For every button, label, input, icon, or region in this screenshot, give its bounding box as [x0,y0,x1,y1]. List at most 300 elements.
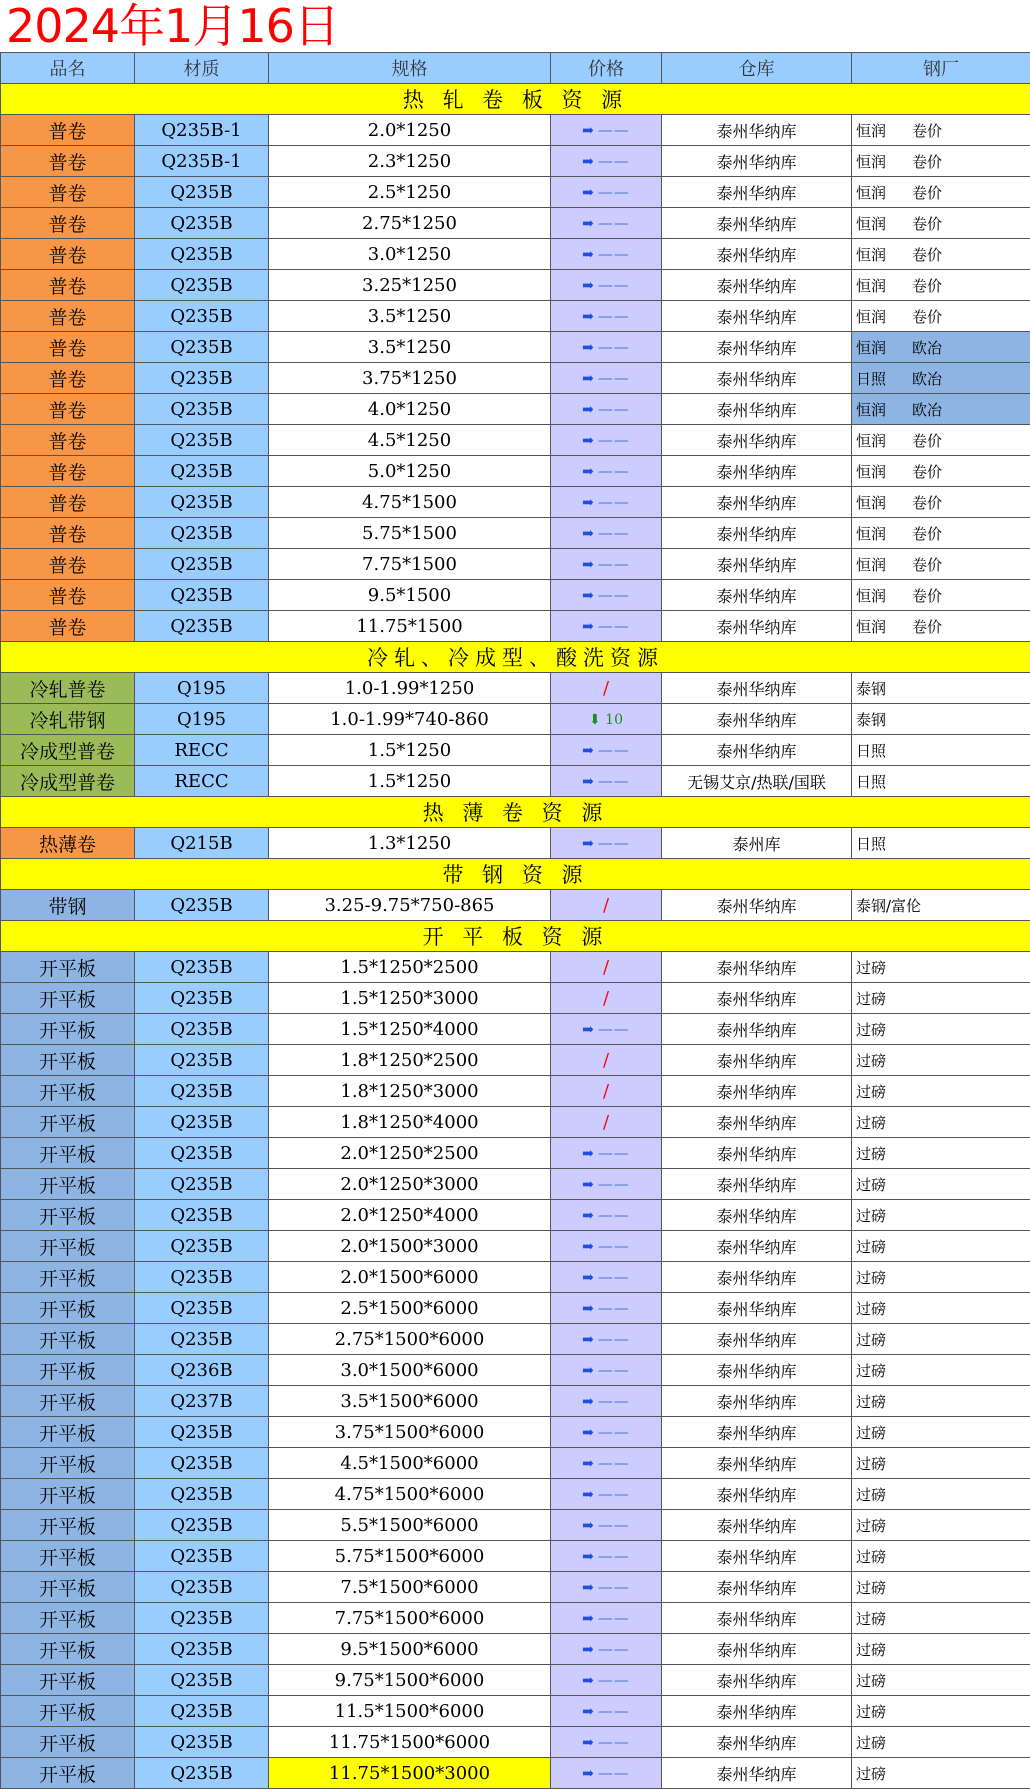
warehouse-cell[interactable]: 泰州华纳库 [662,1572,852,1603]
warehouse-cell[interactable]: 泰州华纳库 [662,1045,852,1076]
product-name-cell[interactable]: 开平板 [1,1634,135,1665]
spec-cell[interactable]: 3.5*1250 [269,332,551,363]
price-cell[interactable] [551,208,662,239]
warehouse-cell[interactable]: 泰州华纳库 [662,1076,852,1107]
price-cell[interactable] [551,1727,662,1758]
spec-cell[interactable]: 3.25-9.75*750-865 [269,890,551,921]
price-cell[interactable] [551,952,662,983]
material-cell[interactable]: RECC [135,766,269,797]
material-cell[interactable]: Q237B [135,1386,269,1417]
material-cell[interactable]: Q235B [135,425,269,456]
price-cell[interactable] [551,704,662,735]
mill-cell[interactable] [852,1541,1030,1572]
price-cell[interactable] [551,1386,662,1417]
warehouse-cell[interactable]: 泰州华纳库 [662,1510,852,1541]
warehouse-cell[interactable]: 泰州华纳库 [662,952,852,983]
warehouse-cell[interactable]: 泰州华纳库 [662,270,852,301]
spec-cell[interactable]: 3.0*1500*6000 [269,1355,551,1386]
material-cell[interactable]: Q195 [135,673,269,704]
material-cell[interactable]: Q235B [135,890,269,921]
spec-cell[interactable]: 2.0*1250 [269,115,551,146]
product-name-cell[interactable]: 开平板 [1,1541,135,1572]
mill-cell[interactable] [852,518,1030,549]
spec-cell[interactable]: 2.0*1250*4000 [269,1200,551,1231]
warehouse-cell[interactable]: 泰州华纳库 [662,425,852,456]
mill-cell[interactable] [852,1758,1030,1789]
price-cell[interactable] [551,983,662,1014]
warehouse-cell[interactable]: 泰州华纳库 [662,1169,852,1200]
material-cell[interactable]: Q235B [135,1293,269,1324]
product-name-cell[interactable]: 冷轧普卷 [1,673,135,704]
material-cell[interactable]: Q235B [135,580,269,611]
price-cell[interactable] [551,673,662,704]
warehouse-cell[interactable]: 泰州华纳库 [662,1541,852,1572]
material-cell[interactable]: Q235B [135,1541,269,1572]
mill-cell[interactable] [852,1634,1030,1665]
material-cell[interactable]: Q235B [135,270,269,301]
material-cell[interactable]: Q235B [135,1231,269,1262]
spec-cell[interactable]: 2.0*1250*3000 [269,1169,551,1200]
mill-cell[interactable] [852,332,1030,363]
price-cell[interactable] [551,1200,662,1231]
spec-cell[interactable]: 3.25*1250 [269,270,551,301]
material-cell[interactable]: Q235B [135,487,269,518]
warehouse-cell[interactable]: 泰州华纳库 [662,1417,852,1448]
warehouse-cell[interactable]: 泰州华纳库 [662,1200,852,1231]
product-name-cell[interactable]: 开平板 [1,1169,135,1200]
mill-cell[interactable] [852,270,1030,301]
product-name-cell[interactable]: 开平板 [1,1417,135,1448]
mill-cell[interactable] [852,983,1030,1014]
product-name-cell[interactable]: 冷成型普卷 [1,735,135,766]
spec-cell[interactable]: 11.5*1500*6000 [269,1696,551,1727]
product-name-cell[interactable]: 开平板 [1,1138,135,1169]
price-cell[interactable] [551,1758,662,1789]
material-cell[interactable]: Q235B-1 [135,115,269,146]
price-cell[interactable] [551,1448,662,1479]
spec-cell[interactable]: 4.75*1500 [269,487,551,518]
mill-cell[interactable] [852,1386,1030,1417]
mill-cell[interactable] [852,1076,1030,1107]
spec-cell[interactable]: 1.0-1.99*740-860 [269,704,551,735]
warehouse-cell[interactable]: 泰州华纳库 [662,673,852,704]
material-cell[interactable]: Q235B-1 [135,146,269,177]
mill-cell[interactable] [852,890,1030,921]
price-cell[interactable] [551,363,662,394]
price-cell[interactable] [551,301,662,332]
spec-cell[interactable]: 7.75*1500*6000 [269,1603,551,1634]
spec-cell[interactable]: 3.5*1250 [269,301,551,332]
warehouse-cell[interactable]: 泰州华纳库 [662,1138,852,1169]
product-name-cell[interactable]: 普卷 [1,177,135,208]
spec-cell[interactable]: 1.8*1250*2500 [269,1045,551,1076]
material-cell[interactable]: Q235B [135,1634,269,1665]
product-name-cell[interactable]: 开平板 [1,1200,135,1231]
material-cell[interactable]: Q235B [135,177,269,208]
product-name-cell[interactable]: 开平板 [1,1293,135,1324]
price-cell[interactable] [551,487,662,518]
product-name-cell[interactable]: 普卷 [1,394,135,425]
mill-cell[interactable] [852,1324,1030,1355]
price-cell[interactable] [551,611,662,642]
spec-cell[interactable]: 1.3*1250 [269,828,551,859]
product-name-cell[interactable]: 普卷 [1,115,135,146]
mill-cell[interactable] [852,828,1030,859]
spec-cell[interactable]: 1.5*1250 [269,766,551,797]
product-name-cell[interactable]: 普卷 [1,456,135,487]
header-warehouse[interactable]: 仓库 [662,53,852,84]
product-name-cell[interactable]: 普卷 [1,332,135,363]
product-name-cell[interactable]: 热薄卷 [1,828,135,859]
warehouse-cell[interactable]: 泰州华纳库 [662,890,852,921]
mill-cell[interactable] [852,456,1030,487]
spec-cell[interactable]: 1.5*1250*4000 [269,1014,551,1045]
spec-cell[interactable]: 3.75*1250 [269,363,551,394]
warehouse-cell[interactable]: 泰州华纳库 [662,549,852,580]
material-cell[interactable]: Q235B [135,1138,269,1169]
price-cell[interactable] [551,425,662,456]
warehouse-cell[interactable]: 泰州华纳库 [662,1448,852,1479]
warehouse-cell[interactable]: 泰州华纳库 [662,1758,852,1789]
mill-cell[interactable] [852,1572,1030,1603]
mill-cell[interactable] [852,1603,1030,1634]
warehouse-cell[interactable]: 泰州华纳库 [662,983,852,1014]
mill-cell[interactable] [852,1479,1030,1510]
price-cell[interactable] [551,1603,662,1634]
spec-cell[interactable]: 4.75*1500*6000 [269,1479,551,1510]
price-cell[interactable] [551,1138,662,1169]
product-name-cell[interactable]: 开平板 [1,1262,135,1293]
price-cell[interactable] [551,456,662,487]
price-cell[interactable] [551,1696,662,1727]
mill-cell[interactable] [852,580,1030,611]
mill-cell[interactable] [852,1293,1030,1324]
material-cell[interactable]: Q235B [135,332,269,363]
price-cell[interactable] [551,1324,662,1355]
material-cell[interactable]: Q235B [135,1479,269,1510]
product-name-cell[interactable]: 开平板 [1,1479,135,1510]
price-cell[interactable] [551,270,662,301]
material-cell[interactable]: Q235B [135,301,269,332]
material-cell[interactable]: Q235B [135,1696,269,1727]
product-name-cell[interactable]: 开平板 [1,1076,135,1107]
spec-cell[interactable]: 9.5*1500 [269,580,551,611]
price-cell[interactable] [551,828,662,859]
product-name-cell[interactable]: 冷轧带钢 [1,704,135,735]
price-cell[interactable] [551,1510,662,1541]
price-cell[interactable] [551,1262,662,1293]
product-name-cell[interactable]: 开平板 [1,1665,135,1696]
product-name-cell[interactable]: 普卷 [1,363,135,394]
header-mill[interactable]: 钢厂 [852,53,1030,84]
warehouse-cell[interactable]: 泰州华纳库 [662,704,852,735]
mill-cell[interactable] [852,1355,1030,1386]
mill-cell[interactable] [852,1696,1030,1727]
material-cell[interactable]: Q235B [135,1262,269,1293]
spec-cell[interactable]: 11.75*1500*3000 [269,1758,551,1789]
mill-cell[interactable] [852,952,1030,983]
spec-cell[interactable]: 4.5*1250 [269,425,551,456]
mill-cell[interactable] [852,177,1030,208]
warehouse-cell[interactable]: 泰州华纳库 [662,301,852,332]
warehouse-cell[interactable]: 泰州华纳库 [662,115,852,146]
warehouse-cell[interactable]: 泰州华纳库 [662,735,852,766]
product-name-cell[interactable]: 开平板 [1,1386,135,1417]
price-cell[interactable] [551,580,662,611]
material-cell[interactable]: Q235B [135,983,269,1014]
material-cell[interactable]: Q235B [135,363,269,394]
mill-cell[interactable] [852,673,1030,704]
material-cell[interactable]: Q235B [135,1448,269,1479]
price-cell[interactable] [551,1417,662,1448]
spec-cell[interactable]: 3.75*1500*6000 [269,1417,551,1448]
material-cell[interactable]: Q235B [135,1758,269,1789]
spec-cell[interactable]: 5.5*1500*6000 [269,1510,551,1541]
spec-cell[interactable]: 2.5*1500*6000 [269,1293,551,1324]
spec-cell[interactable]: 2.0*1500*6000 [269,1262,551,1293]
warehouse-cell[interactable]: 泰州华纳库 [662,1014,852,1045]
warehouse-cell[interactable]: 泰州华纳库 [662,1634,852,1665]
product-name-cell[interactable]: 开平板 [1,1758,135,1789]
spec-cell[interactable]: 9.5*1500*6000 [269,1634,551,1665]
spec-cell[interactable]: 2.0*1250*2500 [269,1138,551,1169]
price-cell[interactable] [551,115,662,146]
mill-cell[interactable] [852,1417,1030,1448]
mill-cell[interactable] [852,1262,1030,1293]
product-name-cell[interactable]: 冷成型普卷 [1,766,135,797]
warehouse-cell[interactable]: 泰州华纳库 [662,1324,852,1355]
spec-cell[interactable]: 2.75*1250 [269,208,551,239]
material-cell[interactable]: Q235B [135,1727,269,1758]
price-cell[interactable] [551,394,662,425]
product-name-cell[interactable]: 普卷 [1,487,135,518]
warehouse-cell[interactable]: 泰州华纳库 [662,332,852,363]
warehouse-cell[interactable]: 泰州华纳库 [662,239,852,270]
product-name-cell[interactable]: 开平板 [1,1045,135,1076]
material-cell[interactable]: Q195 [135,704,269,735]
product-name-cell[interactable]: 开平板 [1,1355,135,1386]
price-cell[interactable] [551,146,662,177]
price-cell[interactable] [551,766,662,797]
spec-cell[interactable]: 2.3*1250 [269,146,551,177]
mill-cell[interactable] [852,1014,1030,1045]
mill-cell[interactable] [852,487,1030,518]
mill-cell[interactable] [852,394,1030,425]
price-cell[interactable] [551,1541,662,1572]
header-material[interactable]: 材质 [135,53,269,84]
warehouse-cell[interactable]: 无锡艾京/热联/国联 [662,766,852,797]
material-cell[interactable]: Q236B [135,1355,269,1386]
material-cell[interactable]: Q235B [135,1324,269,1355]
mill-cell[interactable] [852,1169,1030,1200]
material-cell[interactable]: Q235B [135,1572,269,1603]
spec-cell[interactable]: 5.75*1500 [269,518,551,549]
material-cell[interactable]: Q235B [135,549,269,580]
warehouse-cell[interactable]: 泰州华纳库 [662,1386,852,1417]
material-cell[interactable]: Q235B [135,394,269,425]
price-cell[interactable] [551,1014,662,1045]
material-cell[interactable]: Q235B [135,1510,269,1541]
material-cell[interactable]: Q235B [135,1045,269,1076]
header-spec[interactable]: 规格 [269,53,551,84]
spec-cell[interactable]: 11.75*1500 [269,611,551,642]
material-cell[interactable]: Q235B [135,1076,269,1107]
warehouse-cell[interactable]: 泰州华纳库 [662,1262,852,1293]
warehouse-cell[interactable]: 泰州华纳库 [662,1479,852,1510]
product-name-cell[interactable]: 开平板 [1,1231,135,1262]
mill-cell[interactable] [852,146,1030,177]
product-name-cell[interactable]: 普卷 [1,580,135,611]
price-cell[interactable] [551,1169,662,1200]
material-cell[interactable]: Q235B [135,208,269,239]
product-name-cell[interactable]: 开平板 [1,1696,135,1727]
spec-cell[interactable]: 5.0*1250 [269,456,551,487]
material-cell[interactable]: Q235B [135,1169,269,1200]
material-cell[interactable]: Q235B [135,611,269,642]
material-cell[interactable]: Q215B [135,828,269,859]
product-name-cell[interactable]: 普卷 [1,270,135,301]
price-cell[interactable] [551,239,662,270]
mill-cell[interactable] [852,363,1030,394]
product-name-cell[interactable]: 开平板 [1,983,135,1014]
warehouse-cell[interactable]: 泰州华纳库 [662,1107,852,1138]
price-cell[interactable] [551,1572,662,1603]
mill-cell[interactable] [852,1448,1030,1479]
warehouse-cell[interactable]: 泰州华纳库 [662,208,852,239]
warehouse-cell[interactable]: 泰州华纳库 [662,456,852,487]
mill-cell[interactable] [852,425,1030,456]
warehouse-cell[interactable]: 泰州华纳库 [662,1231,852,1262]
mill-cell[interactable] [852,1200,1030,1231]
price-cell[interactable] [551,177,662,208]
warehouse-cell[interactable]: 泰州华纳库 [662,580,852,611]
warehouse-cell[interactable]: 泰州华纳库 [662,1603,852,1634]
mill-cell[interactable] [852,1665,1030,1696]
material-cell[interactable]: Q235B [135,456,269,487]
warehouse-cell[interactable]: 泰州华纳库 [662,611,852,642]
price-cell[interactable] [551,1107,662,1138]
warehouse-cell[interactable]: 泰州华纳库 [662,1665,852,1696]
product-name-cell[interactable]: 普卷 [1,518,135,549]
material-cell[interactable]: Q235B [135,1200,269,1231]
warehouse-cell[interactable]: 泰州华纳库 [662,394,852,425]
product-name-cell[interactable]: 普卷 [1,549,135,580]
price-cell[interactable] [551,1634,662,1665]
warehouse-cell[interactable]: 泰州华纳库 [662,146,852,177]
price-cell[interactable] [551,1045,662,1076]
spec-cell[interactable]: 5.75*1500*6000 [269,1541,551,1572]
spec-cell[interactable]: 3.0*1250 [269,239,551,270]
mill-cell[interactable] [852,115,1030,146]
price-cell[interactable] [551,1479,662,1510]
price-cell[interactable] [551,1355,662,1386]
product-name-cell[interactable]: 普卷 [1,301,135,332]
spec-cell[interactable]: 2.5*1250 [269,177,551,208]
spec-cell[interactable]: 1.5*1250*2500 [269,952,551,983]
mill-cell[interactable] [852,1107,1030,1138]
product-name-cell[interactable]: 开平板 [1,1448,135,1479]
price-cell[interactable] [551,1231,662,1262]
product-name-cell[interactable]: 普卷 [1,425,135,456]
mill-cell[interactable] [852,1510,1030,1541]
product-name-cell[interactable]: 开平板 [1,1324,135,1355]
product-name-cell[interactable]: 开平板 [1,1572,135,1603]
price-cell[interactable] [551,890,662,921]
header-name[interactable]: 品名 [1,53,135,84]
material-cell[interactable]: Q235B [135,239,269,270]
spec-cell[interactable]: 1.8*1250*4000 [269,1107,551,1138]
spec-cell[interactable]: 1.0-1.99*1250 [269,673,551,704]
price-cell[interactable] [551,1076,662,1107]
material-cell[interactable]: Q235B [135,1014,269,1045]
price-cell[interactable] [551,332,662,363]
spec-cell[interactable]: 11.75*1500*6000 [269,1727,551,1758]
product-name-cell[interactable]: 普卷 [1,611,135,642]
spec-cell[interactable]: 1.5*1250*3000 [269,983,551,1014]
warehouse-cell[interactable]: 泰州华纳库 [662,1696,852,1727]
warehouse-cell[interactable]: 泰州华纳库 [662,518,852,549]
mill-cell[interactable] [852,239,1030,270]
spec-cell[interactable]: 4.5*1500*6000 [269,1448,551,1479]
mill-cell[interactable] [852,1727,1030,1758]
product-name-cell[interactable]: 开平板 [1,1510,135,1541]
product-name-cell[interactable]: 普卷 [1,239,135,270]
material-cell[interactable]: Q235B [135,518,269,549]
mill-cell[interactable] [852,611,1030,642]
mill-cell[interactable] [852,549,1030,580]
warehouse-cell[interactable]: 泰州华纳库 [662,487,852,518]
price-cell[interactable] [551,1665,662,1696]
warehouse-cell[interactable]: 泰州华纳库 [662,1727,852,1758]
mill-cell[interactable] [852,1138,1030,1169]
product-name-cell[interactable]: 普卷 [1,146,135,177]
mill-cell[interactable] [852,301,1030,332]
mill-cell[interactable] [852,1045,1030,1076]
material-cell[interactable]: Q235B [135,952,269,983]
price-cell[interactable] [551,735,662,766]
mill-cell[interactable] [852,735,1030,766]
price-cell[interactable] [551,549,662,580]
header-price[interactable]: 价格 [551,53,662,84]
warehouse-cell[interactable]: 泰州华纳库 [662,363,852,394]
warehouse-cell[interactable]: 泰州华纳库 [662,1355,852,1386]
product-name-cell[interactable]: 开平板 [1,1107,135,1138]
product-name-cell[interactable]: 带钢 [1,890,135,921]
mill-cell[interactable] [852,1231,1030,1262]
material-cell[interactable]: RECC [135,735,269,766]
spec-cell[interactable]: 3.5*1500*6000 [269,1386,551,1417]
price-cell[interactable] [551,1293,662,1324]
material-cell[interactable]: Q235B [135,1107,269,1138]
product-name-cell[interactable]: 开平板 [1,952,135,983]
mill-cell[interactable] [852,208,1030,239]
product-name-cell[interactable]: 普卷 [1,208,135,239]
spec-cell[interactable]: 9.75*1500*6000 [269,1665,551,1696]
material-cell[interactable]: Q235B [135,1665,269,1696]
warehouse-cell[interactable]: 泰州华纳库 [662,177,852,208]
mill-cell[interactable] [852,766,1030,797]
price-cell[interactable] [551,518,662,549]
spec-cell[interactable]: 1.5*1250 [269,735,551,766]
spec-cell[interactable]: 7.5*1500*6000 [269,1572,551,1603]
spec-cell[interactable]: 4.0*1250 [269,394,551,425]
material-cell[interactable]: Q235B [135,1417,269,1448]
material-cell[interactable]: Q235B [135,1603,269,1634]
spec-cell[interactable]: 2.0*1500*3000 [269,1231,551,1262]
spec-cell[interactable]: 1.8*1250*3000 [269,1076,551,1107]
warehouse-cell[interactable]: 泰州库 [662,828,852,859]
product-name-cell[interactable]: 开平板 [1,1603,135,1634]
